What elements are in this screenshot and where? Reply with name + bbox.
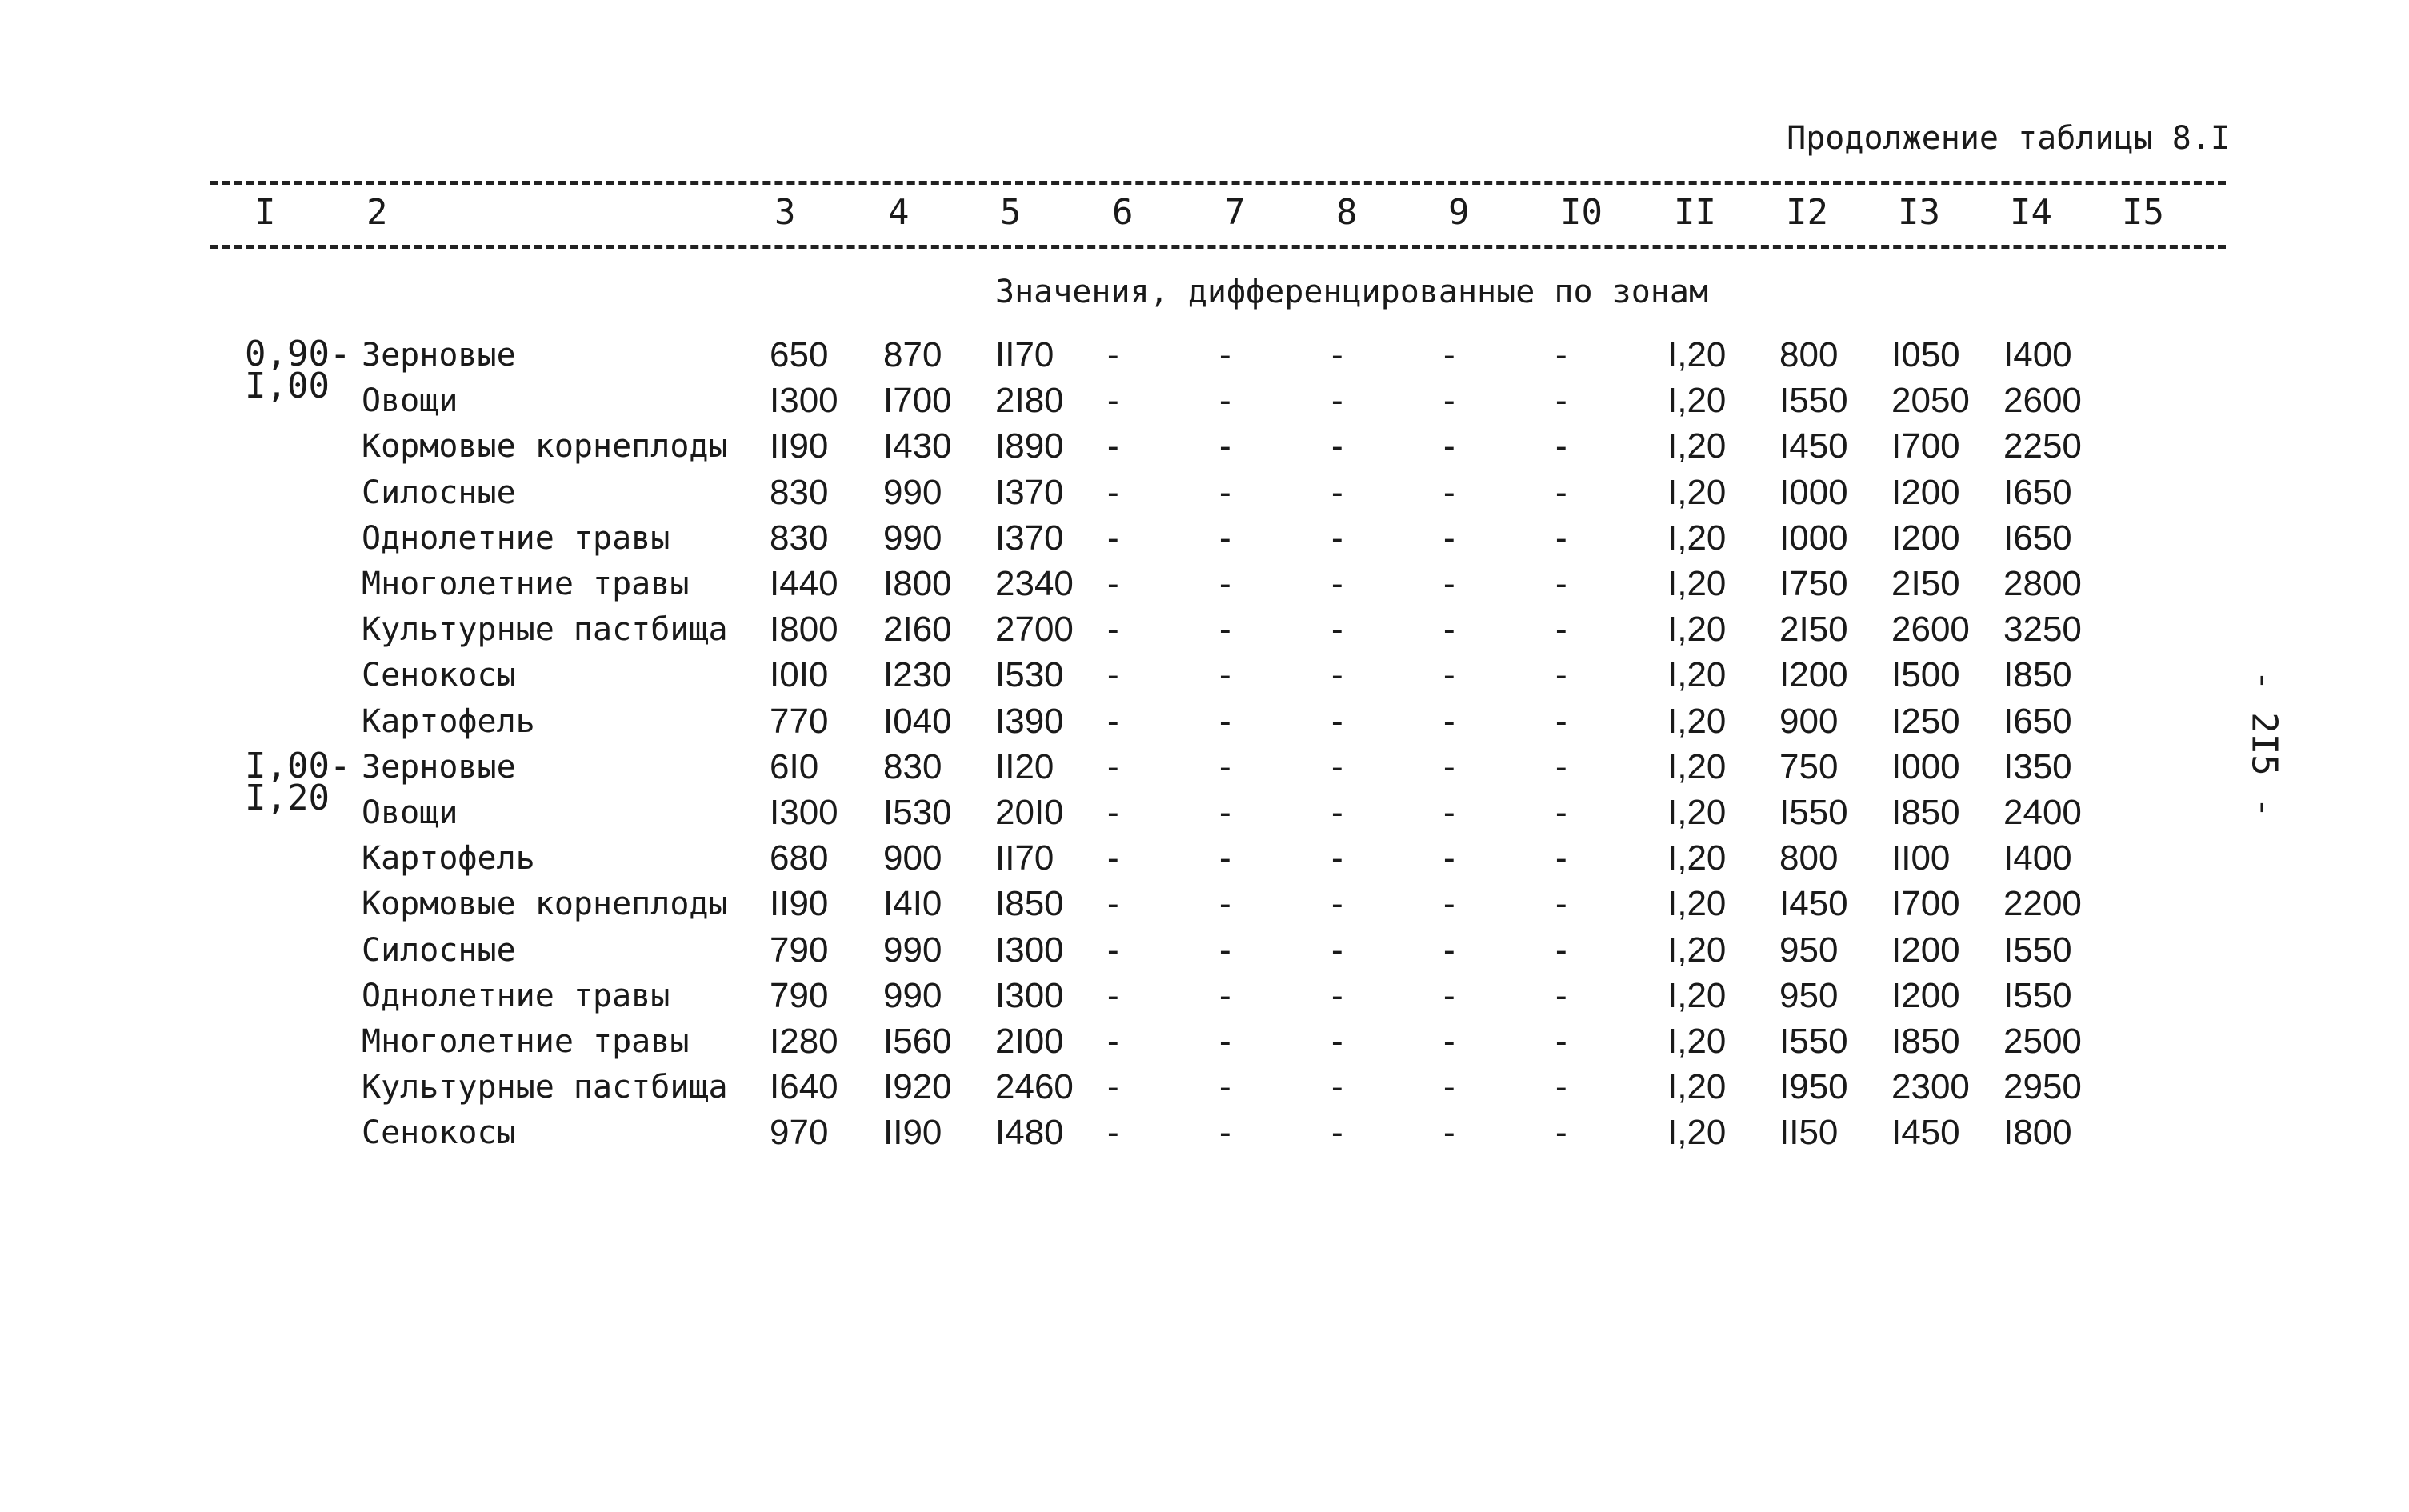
- value-cell-col-10: -: [1555, 655, 1567, 695]
- value-cell-col-5: 2460: [995, 1067, 1074, 1107]
- column-header-3: 3: [774, 192, 796, 233]
- zone-range-label: I,20: [245, 777, 330, 818]
- value-cell-col-11: I,20: [1667, 701, 1727, 741]
- crop-name-cell: Зерновые: [362, 748, 516, 786]
- value-cell-col-11: I,20: [1667, 518, 1727, 558]
- value-cell-col-4: I560: [883, 1022, 952, 1061]
- value-cell-col-9: -: [1443, 472, 1455, 512]
- value-cell-col-4: I700: [883, 381, 952, 421]
- value-cell-col-7: -: [1219, 564, 1231, 603]
- value-cell-col-8: -: [1331, 1113, 1343, 1153]
- value-cell-col-10: -: [1555, 381, 1567, 421]
- value-cell-col-13: II00: [1891, 838, 1951, 878]
- value-cell-col-4: II90: [883, 1113, 942, 1153]
- value-cell-col-11: I,20: [1667, 930, 1727, 970]
- value-cell-col-11: I,20: [1667, 1067, 1727, 1107]
- value-cell-col-7: -: [1219, 381, 1231, 421]
- value-cell-col-8: -: [1331, 1067, 1343, 1107]
- value-cell-col-5: I890: [995, 426, 1064, 466]
- value-cell-col-13: 2050: [1891, 381, 1970, 421]
- value-cell-col-7: -: [1219, 1022, 1231, 1061]
- value-cell-col-9: -: [1443, 426, 1455, 466]
- value-cell-col-3: I800: [770, 610, 838, 650]
- value-cell-col-13: I500: [1891, 655, 1960, 695]
- value-cell-col-10: -: [1555, 335, 1567, 374]
- value-cell-col-9: -: [1443, 746, 1455, 786]
- value-cell-col-12: I000: [1779, 518, 1848, 558]
- value-cell-col-10: -: [1555, 930, 1567, 970]
- section-title: Значения, дифференцированные по зонам: [995, 274, 1709, 310]
- zone-range-label: 0,90-: [245, 334, 351, 374]
- value-cell-col-6: -: [1107, 564, 1119, 603]
- value-cell-col-13: I700: [1891, 426, 1960, 466]
- value-cell-col-11: I,20: [1667, 655, 1727, 695]
- value-cell-col-9: -: [1443, 610, 1455, 650]
- crop-name-cell: Овощи: [362, 382, 458, 420]
- column-header-1: I: [254, 192, 276, 233]
- value-cell-col-8: -: [1331, 975, 1343, 1015]
- value-cell-col-7: -: [1219, 1113, 1231, 1153]
- value-cell-col-5: I300: [995, 930, 1064, 970]
- value-cell-col-7: -: [1219, 930, 1231, 970]
- value-cell-col-13: I250: [1891, 701, 1960, 741]
- value-cell-col-8: -: [1331, 655, 1343, 695]
- value-cell-col-7: -: [1219, 884, 1231, 924]
- value-cell-col-3: 6I0: [770, 746, 819, 786]
- value-cell-col-4: I230: [883, 655, 952, 695]
- crop-name-cell: Силосные: [362, 931, 516, 969]
- value-cell-col-11: I,20: [1667, 746, 1727, 786]
- value-cell-col-14: 2800: [2003, 564, 2082, 603]
- value-cell-col-6: -: [1107, 746, 1119, 786]
- value-cell-col-5: II70: [995, 838, 1054, 878]
- value-cell-col-8: -: [1331, 701, 1343, 741]
- value-cell-col-12: 950: [1779, 975, 1839, 1015]
- value-cell-col-13: I050: [1891, 335, 1960, 374]
- value-cell-col-10: -: [1555, 838, 1567, 878]
- value-cell-col-7: -: [1219, 335, 1231, 374]
- column-header-10: I0: [1560, 192, 1603, 233]
- value-cell-col-10: -: [1555, 1067, 1567, 1107]
- value-cell-col-12: I550: [1779, 381, 1848, 421]
- value-cell-col-3: II90: [770, 426, 829, 466]
- table-continuation-caption: Продолжение таблицы 8.I: [1787, 120, 2230, 157]
- value-cell-col-10: -: [1555, 701, 1567, 741]
- value-cell-col-13: I200: [1891, 518, 1960, 558]
- value-cell-col-13: I850: [1891, 1022, 1960, 1061]
- value-cell-col-10: -: [1555, 472, 1567, 512]
- value-cell-col-13: 2I50: [1891, 564, 1960, 603]
- value-cell-col-13: 2300: [1891, 1067, 1970, 1107]
- value-cell-col-8: -: [1331, 838, 1343, 878]
- value-cell-col-3: 790: [770, 975, 829, 1015]
- value-cell-col-8: -: [1331, 518, 1343, 558]
- value-cell-col-9: -: [1443, 564, 1455, 603]
- value-cell-col-5: 2I80: [995, 381, 1064, 421]
- value-cell-col-4: 2I60: [883, 610, 952, 650]
- value-cell-col-10: -: [1555, 1113, 1567, 1153]
- value-cell-col-3: 830: [770, 472, 829, 512]
- value-cell-col-14: I850: [2003, 655, 2072, 695]
- value-cell-col-5: I370: [995, 472, 1064, 512]
- value-cell-col-9: -: [1443, 884, 1455, 924]
- value-cell-col-12: I950: [1779, 1067, 1848, 1107]
- value-cell-col-9: -: [1443, 793, 1455, 832]
- value-cell-col-10: -: [1555, 426, 1567, 466]
- value-cell-col-12: I200: [1779, 655, 1848, 695]
- value-cell-col-4: 990: [883, 518, 942, 558]
- value-cell-col-6: -: [1107, 381, 1119, 421]
- value-cell-col-11: I,20: [1667, 381, 1727, 421]
- value-cell-col-13: I450: [1891, 1113, 1960, 1153]
- value-cell-col-9: -: [1443, 655, 1455, 695]
- value-cell-col-12: I550: [1779, 793, 1848, 832]
- value-cell-col-3: 970: [770, 1113, 829, 1153]
- value-cell-col-12: 800: [1779, 335, 1839, 374]
- value-cell-col-13: I850: [1891, 793, 1960, 832]
- zone-range-label: I,00: [245, 366, 330, 406]
- value-cell-col-8: -: [1331, 426, 1343, 466]
- value-cell-col-7: -: [1219, 472, 1231, 512]
- column-header-5: 5: [1000, 192, 1022, 233]
- value-cell-col-9: -: [1443, 335, 1455, 374]
- value-cell-col-4: 830: [883, 746, 942, 786]
- crop-name-cell: Однолетние травы: [362, 977, 670, 1014]
- value-cell-col-10: -: [1555, 975, 1567, 1015]
- value-cell-col-14: 2200: [2003, 884, 2082, 924]
- column-header-2: 2: [366, 192, 388, 233]
- value-cell-col-5: I370: [995, 518, 1064, 558]
- crop-name-cell: Сенокосы: [362, 657, 516, 694]
- value-cell-col-8: -: [1331, 472, 1343, 512]
- value-cell-col-14: I400: [2003, 838, 2072, 878]
- value-cell-col-11: I,20: [1667, 335, 1727, 374]
- value-cell-col-7: -: [1219, 793, 1231, 832]
- value-cell-col-8: -: [1331, 930, 1343, 970]
- value-cell-col-3: 790: [770, 930, 829, 970]
- column-header-13: I3: [1898, 192, 1940, 233]
- value-cell-col-14: I400: [2003, 335, 2072, 374]
- value-cell-col-7: -: [1219, 746, 1231, 786]
- value-cell-col-6: -: [1107, 701, 1119, 741]
- value-cell-col-9: -: [1443, 838, 1455, 878]
- value-cell-col-13: I200: [1891, 930, 1960, 970]
- value-cell-col-14: 3250: [2003, 610, 2082, 650]
- value-cell-col-3: I0I0: [770, 655, 829, 695]
- value-cell-col-6: -: [1107, 610, 1119, 650]
- value-cell-col-5: 20I0: [995, 793, 1064, 832]
- value-cell-col-4: I040: [883, 701, 952, 741]
- value-cell-col-8: -: [1331, 335, 1343, 374]
- value-cell-col-8: -: [1331, 1022, 1343, 1061]
- value-cell-col-8: -: [1331, 884, 1343, 924]
- value-cell-col-4: 990: [883, 975, 942, 1015]
- value-cell-col-3: I280: [770, 1022, 838, 1061]
- value-cell-col-7: -: [1219, 610, 1231, 650]
- value-cell-col-11: I,20: [1667, 1113, 1727, 1153]
- crop-name-cell: Многолетние травы: [362, 566, 690, 602]
- value-cell-col-11: I,20: [1667, 564, 1727, 603]
- value-cell-col-9: -: [1443, 381, 1455, 421]
- value-cell-col-14: 2250: [2003, 426, 2082, 466]
- header-rule-bottom: [210, 245, 2226, 249]
- value-cell-col-6: -: [1107, 655, 1119, 695]
- value-cell-col-8: -: [1331, 381, 1343, 421]
- value-cell-col-14: I550: [2003, 975, 2072, 1015]
- value-cell-col-12: 800: [1779, 838, 1839, 878]
- value-cell-col-10: -: [1555, 884, 1567, 924]
- value-cell-col-12: 2I50: [1779, 610, 1848, 650]
- value-cell-col-3: 770: [770, 701, 829, 741]
- value-cell-col-9: -: [1443, 1067, 1455, 1107]
- column-header-12: I2: [1786, 192, 1828, 233]
- column-header-6: 6: [1112, 192, 1134, 233]
- value-cell-col-6: -: [1107, 884, 1119, 924]
- value-cell-col-5: 2340: [995, 564, 1074, 603]
- column-header-8: 8: [1336, 192, 1358, 233]
- value-cell-col-11: I,20: [1667, 472, 1727, 512]
- value-cell-col-12: 950: [1779, 930, 1839, 970]
- value-cell-col-7: -: [1219, 701, 1231, 741]
- value-cell-col-14: 2600: [2003, 381, 2082, 421]
- value-cell-col-6: -: [1107, 793, 1119, 832]
- column-header-11: II: [1674, 192, 1716, 233]
- value-cell-col-10: -: [1555, 564, 1567, 603]
- crop-name-cell: Картофель: [362, 840, 535, 878]
- value-cell-col-14: I650: [2003, 472, 2072, 512]
- header-rule-top: [210, 181, 2226, 185]
- value-cell-col-9: -: [1443, 975, 1455, 1015]
- value-cell-col-7: -: [1219, 518, 1231, 558]
- value-cell-col-5: 2I00: [995, 1022, 1064, 1061]
- column-header-14: I4: [2010, 192, 2052, 233]
- value-cell-col-14: 2500: [2003, 1022, 2082, 1061]
- value-cell-col-12: I750: [1779, 564, 1848, 603]
- value-cell-col-6: -: [1107, 472, 1119, 512]
- value-cell-col-14: I550: [2003, 930, 2072, 970]
- value-cell-col-4: I430: [883, 426, 952, 466]
- value-cell-col-8: -: [1331, 746, 1343, 786]
- value-cell-col-10: -: [1555, 1022, 1567, 1061]
- value-cell-col-4: I4I0: [883, 884, 942, 924]
- value-cell-col-6: -: [1107, 838, 1119, 878]
- value-cell-col-3: I300: [770, 381, 838, 421]
- value-cell-col-7: -: [1219, 838, 1231, 878]
- value-cell-col-6: -: [1107, 930, 1119, 970]
- column-header-7: 7: [1224, 192, 1246, 233]
- value-cell-col-5: I530: [995, 655, 1064, 695]
- crop-name-cell: Многолетние травы: [362, 1023, 690, 1060]
- value-cell-col-7: -: [1219, 655, 1231, 695]
- value-cell-col-4: 990: [883, 472, 942, 512]
- value-cell-col-6: -: [1107, 975, 1119, 1015]
- value-cell-col-9: -: [1443, 930, 1455, 970]
- value-cell-col-9: -: [1443, 1113, 1455, 1153]
- value-cell-col-13: I200: [1891, 975, 1960, 1015]
- value-cell-col-13: 2600: [1891, 610, 1970, 650]
- value-cell-col-4: 990: [883, 930, 942, 970]
- value-cell-col-3: I440: [770, 564, 838, 603]
- crop-name-cell: Картофель: [362, 702, 535, 740]
- value-cell-col-4: I920: [883, 1067, 952, 1107]
- value-cell-col-13: I000: [1891, 746, 1960, 786]
- value-cell-col-10: -: [1555, 746, 1567, 786]
- value-cell-col-8: -: [1331, 793, 1343, 832]
- value-cell-col-6: -: [1107, 1113, 1119, 1153]
- value-cell-col-14: I350: [2003, 746, 2072, 786]
- value-cell-col-11: I,20: [1667, 426, 1727, 466]
- value-cell-col-11: I,20: [1667, 610, 1727, 650]
- value-cell-col-3: I300: [770, 793, 838, 832]
- value-cell-col-11: I,20: [1667, 1022, 1727, 1061]
- value-cell-col-4: 900: [883, 838, 942, 878]
- value-cell-col-9: -: [1443, 518, 1455, 558]
- value-cell-col-8: -: [1331, 564, 1343, 603]
- value-cell-col-4: I800: [883, 564, 952, 603]
- page-number: - 2I5 -: [2243, 670, 2285, 818]
- value-cell-col-10: -: [1555, 793, 1567, 832]
- value-cell-col-3: 650: [770, 335, 829, 374]
- value-cell-col-6: -: [1107, 518, 1119, 558]
- value-cell-col-14: I650: [2003, 518, 2072, 558]
- column-header-4: 4: [888, 192, 910, 233]
- value-cell-col-11: I,20: [1667, 975, 1727, 1015]
- value-cell-col-12: 900: [1779, 701, 1839, 741]
- value-cell-col-6: -: [1107, 335, 1119, 374]
- value-cell-col-14: 2400: [2003, 793, 2082, 832]
- value-cell-col-11: I,20: [1667, 884, 1727, 924]
- column-header-15: I5: [2122, 192, 2164, 233]
- value-cell-col-5: I850: [995, 884, 1064, 924]
- value-cell-col-7: -: [1219, 426, 1231, 466]
- value-cell-col-12: I450: [1779, 884, 1848, 924]
- value-cell-col-12: 750: [1779, 746, 1839, 786]
- value-cell-col-12: I450: [1779, 426, 1848, 466]
- crop-name-cell: Кормовые корнеплоды: [362, 886, 728, 923]
- value-cell-col-3: I640: [770, 1067, 838, 1107]
- value-cell-col-6: -: [1107, 1022, 1119, 1061]
- value-cell-col-13: I200: [1891, 472, 1960, 512]
- value-cell-col-11: I,20: [1667, 793, 1727, 832]
- value-cell-col-12: II50: [1779, 1113, 1839, 1153]
- value-cell-col-9: -: [1443, 1022, 1455, 1061]
- crop-name-cell: Сенокосы: [362, 1114, 516, 1152]
- value-cell-col-5: II70: [995, 335, 1054, 374]
- value-cell-col-6: -: [1107, 1067, 1119, 1107]
- value-cell-col-5: I480: [995, 1113, 1064, 1153]
- value-cell-col-14: I800: [2003, 1113, 2072, 1153]
- value-cell-col-5: 2700: [995, 610, 1074, 650]
- value-cell-col-4: 870: [883, 335, 942, 374]
- value-cell-col-14: I650: [2003, 701, 2072, 741]
- column-header-9: 9: [1448, 192, 1470, 233]
- crop-name-cell: Однолетние травы: [362, 519, 670, 557]
- value-cell-col-13: I700: [1891, 884, 1960, 924]
- value-cell-col-5: I300: [995, 975, 1064, 1015]
- crop-name-cell: Зерновые: [362, 337, 516, 374]
- zone-range-label: I,00-: [245, 745, 351, 786]
- value-cell-col-9: -: [1443, 701, 1455, 741]
- value-cell-col-8: -: [1331, 610, 1343, 650]
- value-cell-col-6: -: [1107, 426, 1119, 466]
- value-cell-col-3: 680: [770, 838, 829, 878]
- crop-name-cell: Силосные: [362, 474, 516, 511]
- value-cell-col-14: 2950: [2003, 1067, 2082, 1107]
- value-cell-col-11: I,20: [1667, 838, 1727, 878]
- value-cell-col-10: -: [1555, 610, 1567, 650]
- value-cell-col-5: I390: [995, 701, 1064, 741]
- value-cell-col-3: II90: [770, 884, 829, 924]
- value-cell-col-7: -: [1219, 975, 1231, 1015]
- value-cell-col-10: -: [1555, 518, 1567, 558]
- value-cell-col-5: II20: [995, 746, 1054, 786]
- value-cell-col-4: I530: [883, 793, 952, 832]
- value-cell-col-12: I000: [1779, 472, 1848, 512]
- crop-name-cell: Кормовые корнеплоды: [362, 428, 728, 466]
- crop-name-cell: Овощи: [362, 794, 458, 831]
- crop-name-cell: Культурные пастбища: [362, 611, 728, 649]
- value-cell-col-3: 830: [770, 518, 829, 558]
- value-cell-col-12: I550: [1779, 1022, 1848, 1061]
- value-cell-col-7: -: [1219, 1067, 1231, 1107]
- crop-name-cell: Культурные пастбища: [362, 1069, 728, 1106]
